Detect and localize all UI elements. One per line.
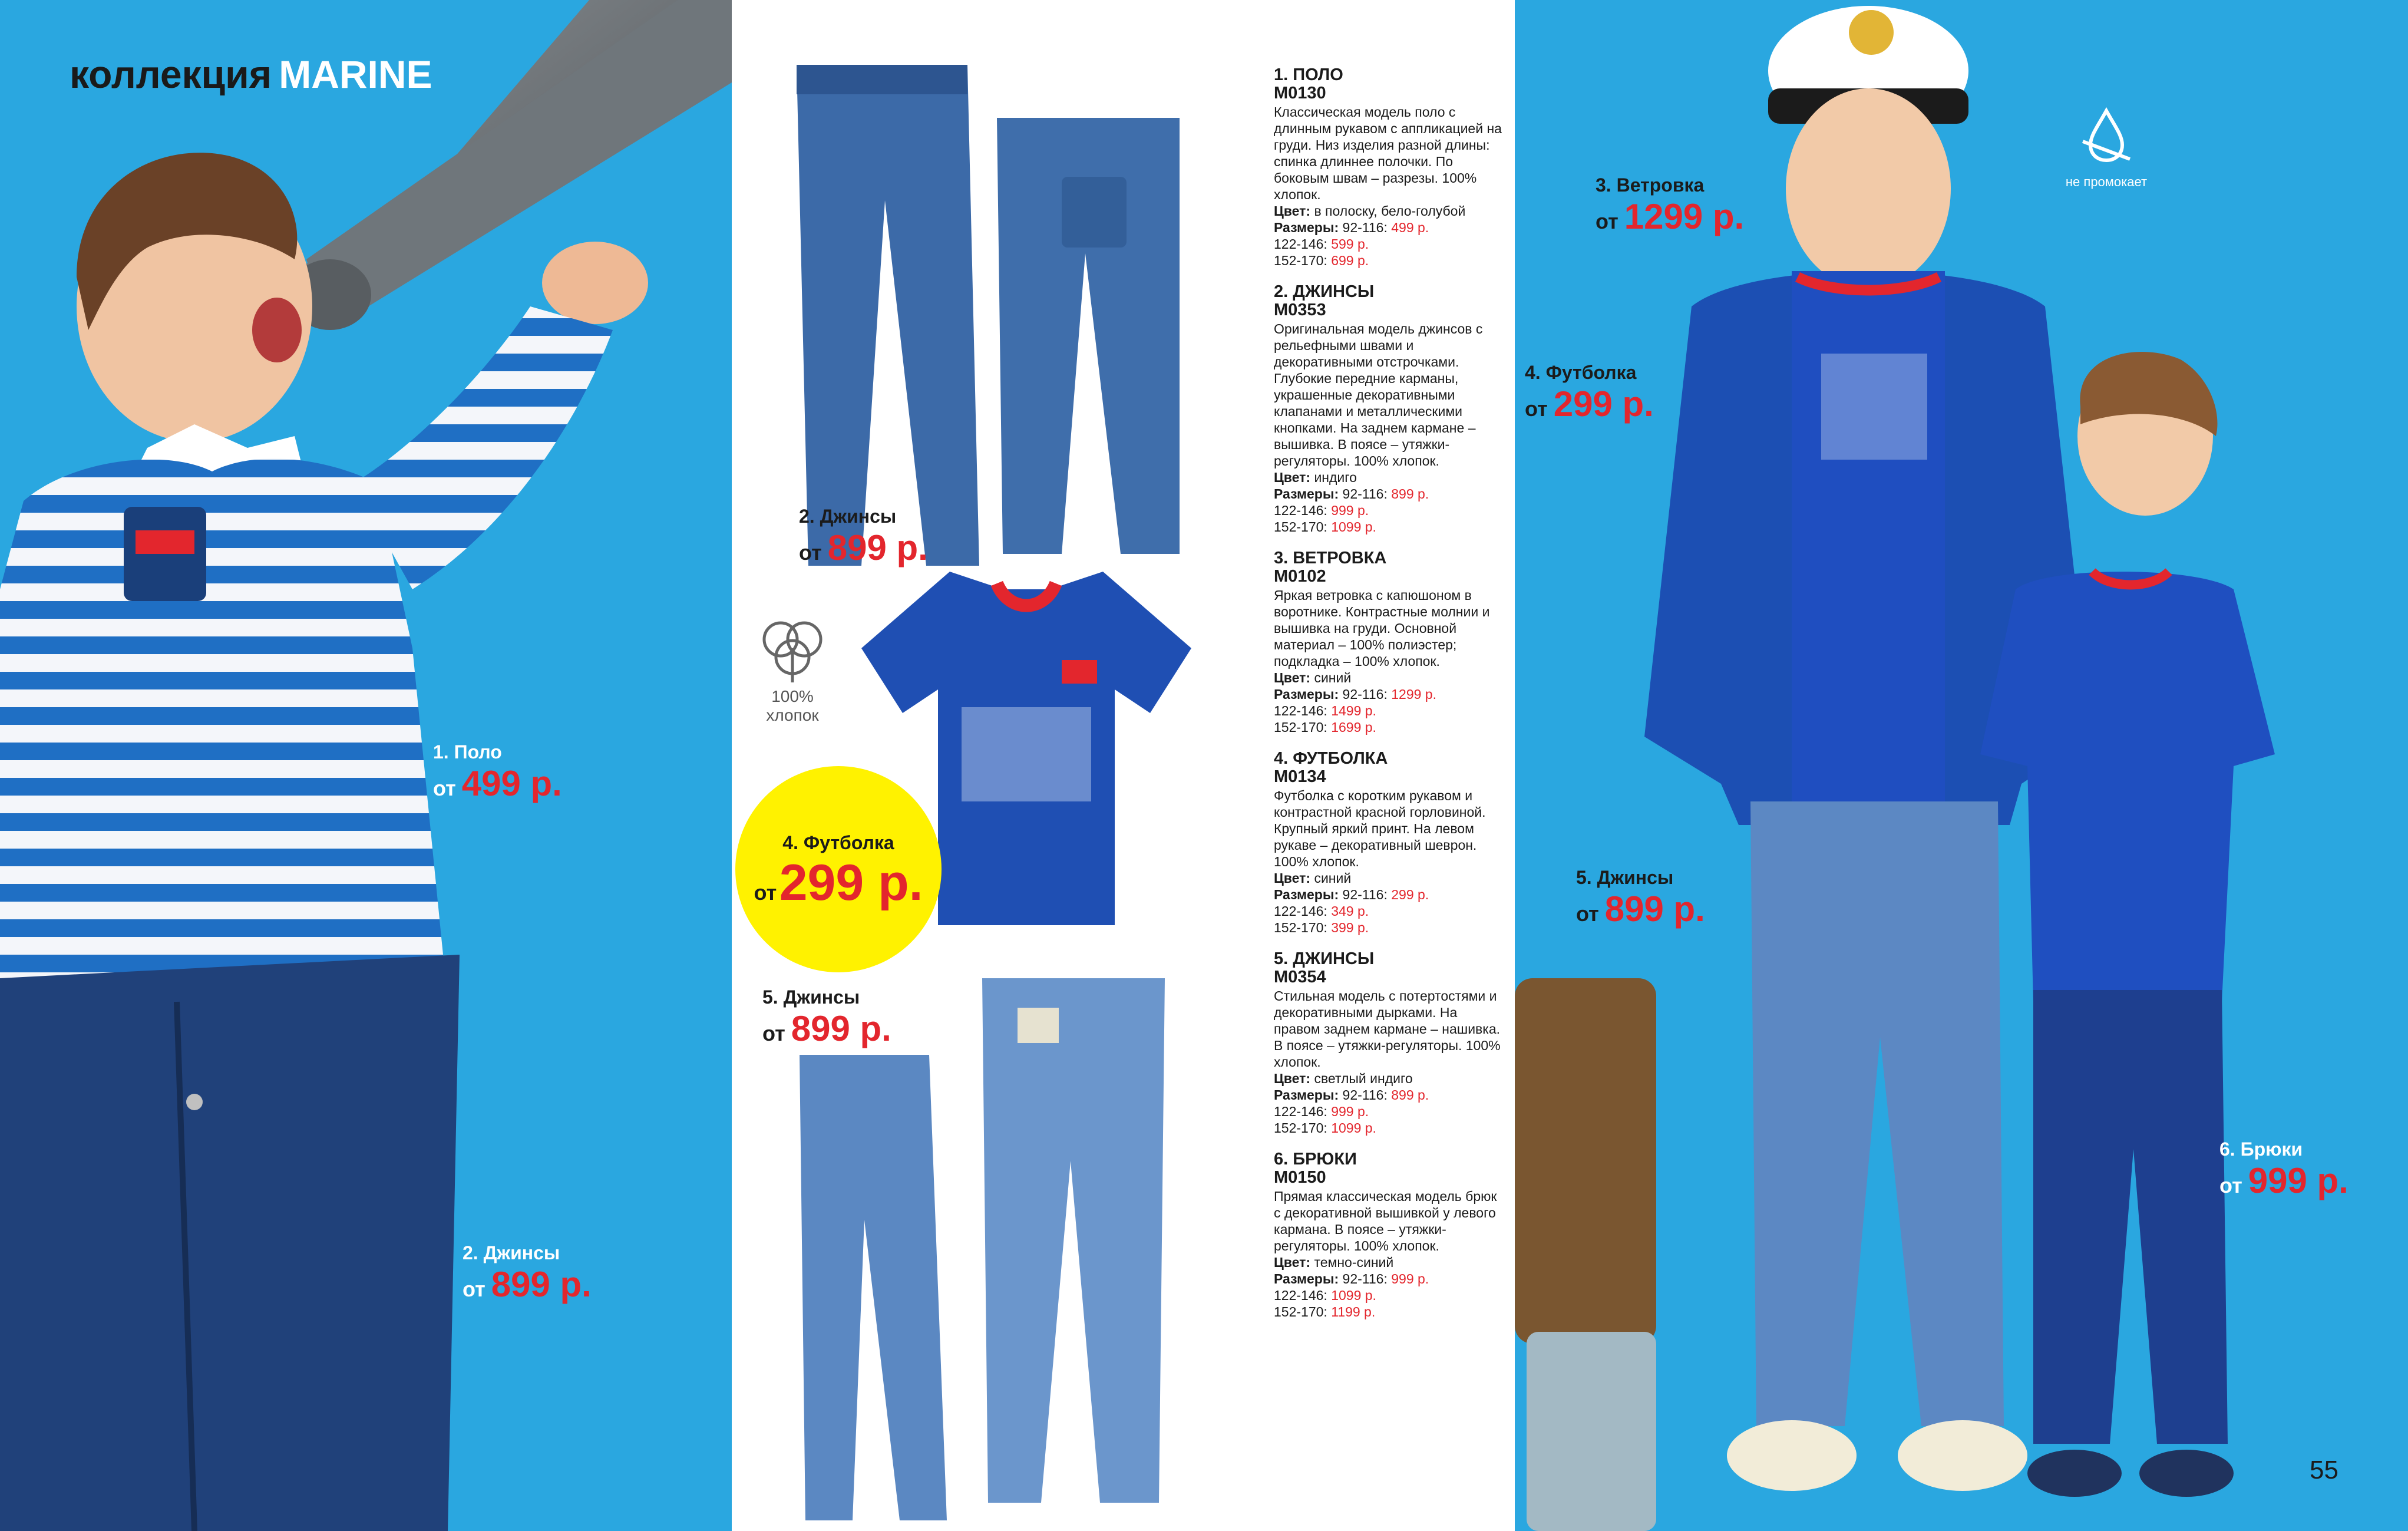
product-color xyxy=(1274,1070,1504,1087)
size-price: 699 р. xyxy=(1331,253,1369,268)
price-tag-value: 899 р. xyxy=(791,1009,891,1048)
waterproof-badge xyxy=(2062,106,2151,190)
product-description xyxy=(1274,1150,1504,1320)
sizes-label: Размеры: xyxy=(1274,220,1339,235)
product-code: М0353 xyxy=(1274,301,1326,319)
size-price: 899 р. xyxy=(1391,1087,1429,1103)
product-text: Стильная модель с потертостями и декоративными дырками. На правом заднем кармане – нашивка. В поясе – утяжки-регуляторы. 100% хлопок. xyxy=(1274,988,1501,1070)
product-color xyxy=(1274,669,1504,686)
product-color xyxy=(1274,469,1504,486)
price-tag-from: от xyxy=(1576,902,1599,926)
product-name: 6. БРЮКИ xyxy=(1274,1150,1357,1169)
size-price: 1099 р. xyxy=(1331,1288,1376,1303)
product-name: 4. ФУТБОЛКА xyxy=(1274,749,1388,768)
page-number: 55 xyxy=(2310,1456,2338,1484)
product-color xyxy=(1274,203,1504,219)
size-price-row xyxy=(1274,1103,1504,1120)
product-color xyxy=(1274,1254,1504,1271)
price-tag-title: 5. Джинсы xyxy=(762,986,860,1008)
price-tag-title: 1. Поло xyxy=(433,741,502,763)
size-price-row xyxy=(1274,1087,1504,1103)
color-value: синий xyxy=(1314,870,1352,886)
size-price: 899 р. xyxy=(1391,486,1429,501)
size-price: 999 р. xyxy=(1391,1271,1429,1286)
price-tag-from: от xyxy=(1596,209,1618,233)
product-text: Классическая модель поло с длинным рукавом с аппликацией на груди. Низ изделия разной длины: спинка длиннее полочки. По боковым швам – разрезы. 100% хлопок. xyxy=(1274,104,1502,202)
size-range: 92-116: xyxy=(1342,1087,1388,1103)
sizes-label: Размеры: xyxy=(1274,887,1339,902)
badge-title: 4. Футболка xyxy=(782,832,894,853)
size-price-row xyxy=(1274,252,1504,269)
size-range: 92-116: xyxy=(1342,687,1388,702)
size-price: 999 р. xyxy=(1331,1104,1369,1119)
jeans-m0354-photo xyxy=(794,972,1171,1520)
sizes-label: Размеры: xyxy=(1274,687,1339,702)
cotton-flower-icon xyxy=(754,613,831,684)
price-tag-value: 999 р. xyxy=(2248,1161,2348,1200)
size-range: 152-170: xyxy=(1274,253,1327,268)
water-drop-icon xyxy=(2074,106,2139,171)
product-code: М0354 xyxy=(1274,968,1326,986)
product-description xyxy=(1274,549,1504,735)
size-price: 1099 р. xyxy=(1331,1120,1376,1136)
price-tag-value: 899 р. xyxy=(827,528,928,567)
size-price: 1699 р. xyxy=(1331,720,1376,735)
product-description xyxy=(1274,950,1504,1136)
product-name: 5. ДЖИНСЫ xyxy=(1274,949,1375,968)
size-range: 152-170: xyxy=(1274,1304,1327,1319)
price-tag-from: от xyxy=(433,776,456,800)
product-descriptions xyxy=(1274,66,1504,1334)
price-tag-jeans xyxy=(463,1242,592,1305)
price-tag-from: от xyxy=(1525,397,1548,421)
size-range: 152-170: xyxy=(1274,1120,1327,1136)
price-tag-trousers xyxy=(2219,1139,2348,1201)
jeans-m0353-photo xyxy=(791,59,1191,566)
size-price-row xyxy=(1274,886,1504,903)
size-range: 152-170: xyxy=(1274,920,1327,935)
price-tag-title: 2. Джинсы xyxy=(463,1242,560,1263)
collection-title-part1: коллекция xyxy=(70,52,272,96)
price-tag-value: 499 р. xyxy=(461,764,562,803)
price-tag-polo xyxy=(433,741,562,804)
product-text: Футболка с коротким рукавом и контрастной красной горловиной. Крупный яркий принт. На левом рукаве – декоративный шеврон. 100% хлопок. xyxy=(1274,788,1486,869)
size-price-row xyxy=(1274,219,1504,236)
size-price-row xyxy=(1274,1304,1504,1320)
price-tag-value: 899 р. xyxy=(1604,889,1705,929)
size-range: 92-116: xyxy=(1342,1271,1388,1286)
price-tag-title: 5. Джинсы xyxy=(1576,867,1674,888)
size-price: 1199 р. xyxy=(1331,1304,1376,1319)
size-price-row xyxy=(1274,1271,1504,1287)
left-panel xyxy=(0,0,732,1531)
product-code: М0130 xyxy=(1274,84,1326,103)
product-name: 2. ДЖИНСЫ xyxy=(1274,282,1375,301)
size-price: 499 р. xyxy=(1391,220,1429,235)
color-value: индиго xyxy=(1314,470,1357,485)
size-price: 1299 р. xyxy=(1391,687,1436,702)
size-price-row xyxy=(1274,903,1504,919)
price-tag-from: от xyxy=(762,1021,785,1045)
badge-from: от xyxy=(754,880,777,905)
size-range: 152-170: xyxy=(1274,720,1327,735)
product-description xyxy=(1274,283,1504,535)
size-price-row xyxy=(1274,686,1504,702)
size-price: 599 р. xyxy=(1331,236,1369,252)
color-label: Цвет: xyxy=(1274,670,1311,685)
product-code: М0134 xyxy=(1274,767,1326,786)
color-label: Цвет: xyxy=(1274,1071,1311,1086)
product-code: М0102 xyxy=(1274,567,1326,586)
collection-title xyxy=(70,52,432,97)
price-tag-from: от xyxy=(2219,1173,2242,1197)
size-range: 92-116: xyxy=(1342,887,1388,902)
size-range: 122-146: xyxy=(1274,903,1327,919)
sizes-label: Размеры: xyxy=(1274,486,1339,501)
price-tag-from: от xyxy=(463,1277,485,1301)
color-value: синий xyxy=(1314,670,1352,685)
size-range: 122-146: xyxy=(1274,236,1327,252)
product-text: Оригинальная модель джинсов с рельефными швами и декоративными отстрочками. Глубокие передние карманы, украшенные декоративными клапанами и металлическими кнопками. На заднем кармане – вышивка. В поясе – утяжки-регуляторы. 100% хлопок. xyxy=(1274,321,1483,468)
size-range: 122-146: xyxy=(1274,1104,1327,1119)
color-label: Цвет: xyxy=(1274,870,1311,886)
boy-with-megaphone-photo xyxy=(0,0,732,1531)
price-tag-jeans-m0353 xyxy=(799,506,928,568)
size-range: 92-116: xyxy=(1342,486,1388,501)
size-range: 122-146: xyxy=(1274,1288,1327,1303)
right-panel xyxy=(1515,0,2408,1531)
size-range: 92-116: xyxy=(1342,220,1388,235)
price-tag-jeans xyxy=(1576,867,1705,929)
sizes-label: Размеры: xyxy=(1274,1271,1339,1286)
tshirt-price-badge xyxy=(735,766,942,972)
size-price: 999 р. xyxy=(1331,503,1369,518)
product-code: М0150 xyxy=(1274,1168,1326,1187)
product-text: Яркая ветровка с капюшоном в воротнике. Контрастные молнии и вышивка на груди. Основной материал – 100% полиэстер; подкладка – 100% хлопок. xyxy=(1274,588,1490,669)
price-tag-title: 6. Брюки xyxy=(2219,1139,2303,1160)
cotton-label: 100% хлопок xyxy=(766,687,819,724)
size-price-row xyxy=(1274,502,1504,519)
price-tag-tshirt xyxy=(1525,362,1654,424)
sizes-label: Размеры: xyxy=(1274,1087,1339,1103)
price-tag-value: 299 р. xyxy=(1553,384,1654,424)
size-price-row xyxy=(1274,1287,1504,1304)
price-tag-jacket xyxy=(1596,174,1744,237)
size-price-row xyxy=(1274,1120,1504,1136)
color-value: светлый индиго xyxy=(1314,1071,1413,1086)
price-tag-value: 899 р. xyxy=(491,1265,592,1304)
price-tag-value: 1299 р. xyxy=(1624,197,1745,236)
size-price: 399 р. xyxy=(1331,920,1369,935)
price-tag-title: 3. Ветровка xyxy=(1596,174,1705,196)
waterproof-label: не промокает xyxy=(2065,174,2148,189)
size-price-row xyxy=(1274,236,1504,252)
size-price: 1099 р. xyxy=(1331,519,1376,534)
color-label: Цвет: xyxy=(1274,1255,1311,1270)
collection-title-part2: MARINE xyxy=(279,52,432,96)
size-price: 349 р. xyxy=(1331,903,1369,919)
color-label: Цвет: xyxy=(1274,470,1311,485)
product-name: 1. ПОЛО xyxy=(1274,65,1343,84)
color-label: Цвет: xyxy=(1274,203,1311,219)
badge-price: 299 р. xyxy=(779,854,923,911)
size-range: 152-170: xyxy=(1274,519,1327,534)
middle-panel xyxy=(732,0,1515,1531)
size-range: 122-146: xyxy=(1274,503,1327,518)
size-price-row xyxy=(1274,702,1504,719)
product-description xyxy=(1274,750,1504,936)
size-price: 1499 р. xyxy=(1331,703,1376,718)
price-tag-title: 2. Джинсы xyxy=(799,506,897,527)
product-color xyxy=(1274,870,1504,886)
price-tag-jeans-m0354 xyxy=(762,986,891,1049)
product-text: Прямая классическая модель брюк с декоративной вышивкой у левого кармана. В поясе – утяжки-регуляторы. 100% хлопок. xyxy=(1274,1189,1497,1253)
color-value: в полоску, бело-голубой xyxy=(1314,203,1466,219)
cotton-badge xyxy=(748,613,837,725)
size-price-row xyxy=(1274,486,1504,502)
price-tag-from: от xyxy=(799,540,822,565)
product-name: 3. ВЕТРОВКА xyxy=(1274,549,1387,567)
size-price-row xyxy=(1274,919,1504,936)
size-price: 299 р. xyxy=(1391,887,1429,902)
size-price-row xyxy=(1274,519,1504,535)
size-price-row xyxy=(1274,719,1504,735)
product-description xyxy=(1274,66,1504,269)
size-range: 122-146: xyxy=(1274,703,1327,718)
color-value: темно-синий xyxy=(1314,1255,1394,1270)
price-tag-title: 4. Футболка xyxy=(1525,362,1637,383)
